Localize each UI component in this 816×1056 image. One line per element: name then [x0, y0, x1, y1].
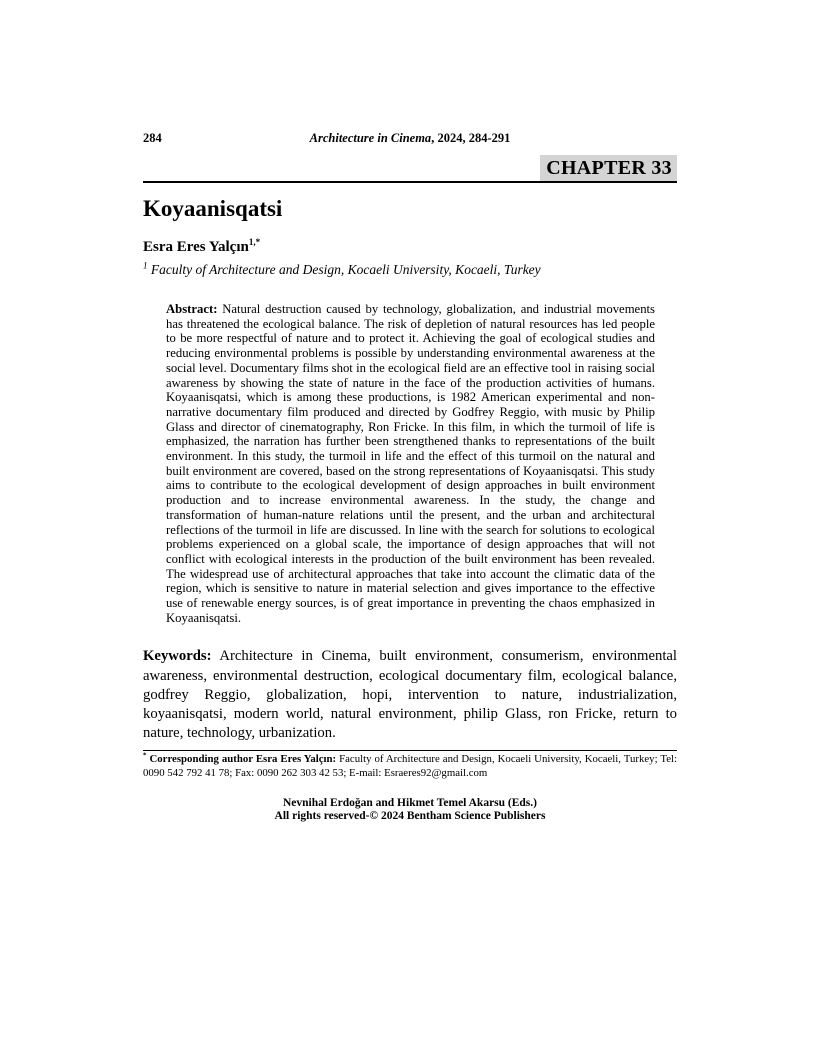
affiliation-text: Faculty of Architecture and Design, Kocaeli University, Kocaeli, Turkey	[147, 262, 541, 277]
footnote-text: Faculty of Architecture and Design, Kocaeli University, Kocaeli, Turkey; Tel: 0090 542 792 41 78; Fax: 0090 262 303 42 53; E-mail: Esraeres92@gmail.com	[143, 753, 677, 779]
author-name: Esra Eres Yalçın	[143, 239, 249, 255]
publisher-copyright-line: All rights reserved-© 2024 Bentham Science Publishers	[274, 810, 546, 823]
author-line	[143, 239, 677, 256]
running-head-text	[310, 131, 511, 145]
keywords-label: Keywords:	[143, 648, 212, 665]
running-head-journal-title: Architecture in Cinema	[309, 131, 432, 145]
affiliation-line	[143, 262, 677, 278]
chapter-title: Koyaanisqatsi	[143, 196, 283, 221]
keywords-paragraph	[143, 647, 677, 743]
abstract-text: Natural destruction caused by technology, globalization, and industrial movements has threatened the ecological balance. The risk of depletion of natural resources has led people to be more respectful of nature and to protect it. Achieving the goal of ecological studies and reducing environmental problems is possible by understanding environmental awareness at the social level. Documentary films shot in the ecological field are an effective tool in raising social awareness by showing the state of nature in the face of the production activities of humans. Koyaanisqatsi, which is among these productions, is 1982 American experimental and non-narrative documentary film produced and directed by Godfrey Reggio, with music by Philip Glass and director of cinematography, Ron Fricke. In this film, in which the turmoil of life is emphasized, the narration has further been strengthened thanks to representations of the built environment. In this study, the turmoil in life and the effect of this turmoil on the natural and built environment are covered, based on the strong representations of Koyaanisqatsi. This study aims to contribute to the ecological development of design approaches in built environment production and to increase environmental awareness. In the study, the change and transformation of human-nature relations until the present, and the urban and architectural reflections of the turmoil in life are discussed. In line with the search for solutions to ecological problems experienced on a global scale, the importance of design approaches that will not conflict with ecological interests in the production of the built environment has been revealed. The widespread use of architectural approaches that take into account the climatic data of the region, which is sensitive to nature in material selection and gives importance to the effective use of renewable energy sources, is of great importance in preventing the chaos emphasized in Koyaanisqatsi.	[166, 302, 655, 625]
affiliation-superscript: 1	[143, 260, 148, 271]
footnote-bold-text: Corresponding author Esra Eres Yalçın:	[146, 753, 337, 766]
publisher-footer	[143, 797, 677, 824]
running-head-issue-info: , 2024, 284-291	[431, 131, 511, 145]
page-content	[143, 131, 677, 824]
running-head	[143, 131, 677, 146]
abstract-paragraph	[166, 302, 655, 625]
publisher-editors-line: Nevnihal Erdoğan and Hikmet Temel Akarsu (Eds.)	[282, 796, 537, 809]
abstract-label: Abstract:	[166, 302, 218, 316]
footnote-asterisk: *	[143, 751, 147, 760]
page-number: 284	[143, 131, 162, 145]
footnote-divider	[143, 750, 677, 751]
keywords-text: Architecture in Cinema, built environment, consumerism, environmental awareness, environmental destruction, ecological documentary film, ecological balance, godfrey Reggio, globalization, hopi, intervention to nature, industrialization, koyaanisqatsi, modern world, natural environment, philip Glass, ron Fricke, return to nature, technology, urbanization.	[143, 648, 677, 742]
chapter-banner-row	[143, 155, 677, 183]
corresponding-author-footnote	[143, 753, 677, 779]
author-superscript: 1,*	[248, 237, 261, 247]
chapter-label: CHAPTER 33	[540, 155, 677, 181]
